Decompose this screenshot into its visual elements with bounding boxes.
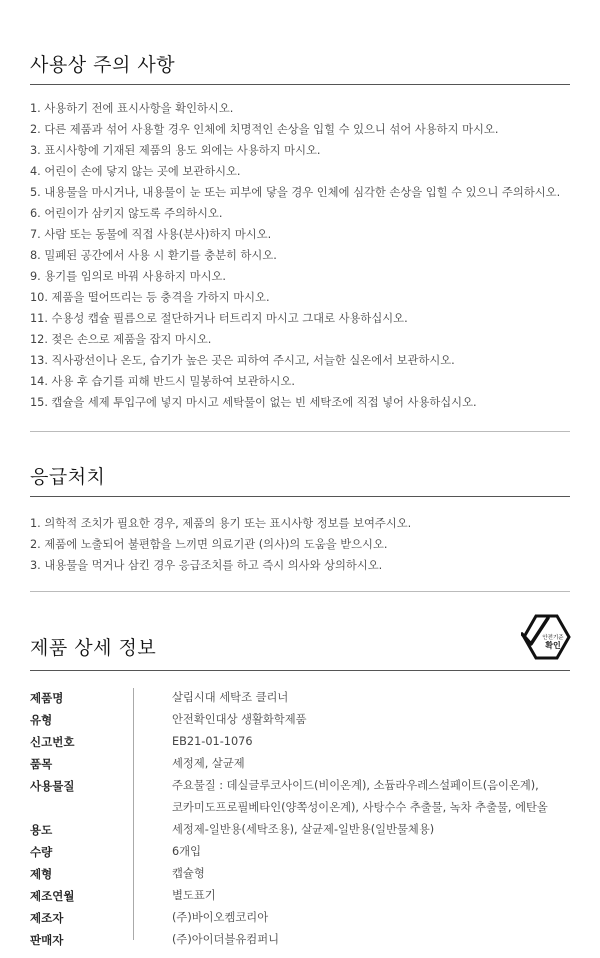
details-row-usage <box>30 819 570 841</box>
emergency-title-divider <box>30 496 570 497</box>
caution-item: 7. 사람 또는 동물에 직접 사용(분사)하지 마시오. <box>30 228 272 241</box>
caution-section-end-divider <box>30 431 570 432</box>
emergency-item: 1. 의학적 조치가 필요한 경우, 제품의 용기 또는 표시사항 정보를 보여주시오. <box>30 517 412 530</box>
details-label: 신고번호 <box>30 735 75 749</box>
caution-item: 5. 내용물을 마시거나, 내용물이 눈 또는 피부에 닿을 경우 인체에 심각한 손상을 입힐 수 있으니 주의하시오. <box>30 186 561 199</box>
details-row-seller <box>30 929 570 951</box>
caution-item: 2. 다른 제품과 섞어 사용할 경우 인체에 치명적인 손상을 입힐 수 있으니 섞어 사용하지 마시오. <box>30 123 499 136</box>
caution-title: 사용상 주의 사항 <box>30 54 176 76</box>
caution-list <box>30 98 560 413</box>
details-value: 주요물질 : 데실글루코사이드(비이온계), 소듐라우레스설페이트(음이온계), 코카미도프로필베타인(양쪽성이온계), 사탕수수 추출물, 녹차 추출물, 에탄올 <box>172 779 548 814</box>
details-label: 사용물질 <box>30 779 75 793</box>
details-row-manufacturer <box>30 907 570 929</box>
emergency-list <box>30 513 411 576</box>
mark-text-line1: 안전기준 <box>542 635 564 641</box>
details-label: 제조연월 <box>30 889 75 903</box>
details-value: EB21-01-1076 <box>172 735 253 748</box>
details-value: 캡슐형 <box>172 867 205 880</box>
details-value: 세정제-일반용(세탁조용), 살균제-일반용(일반물체용) <box>172 823 435 836</box>
details-value: 별도표기 <box>172 889 216 902</box>
details-row-ingredients <box>30 775 570 819</box>
details-row-type <box>30 709 570 731</box>
details-label: 유형 <box>30 713 53 727</box>
details-row-category <box>30 753 570 775</box>
details-row-manufacture-date <box>30 885 570 907</box>
caution-item: 14. 사용 후 습기를 피해 반드시 밀봉하여 보관하시오. <box>30 375 295 388</box>
details-row-product-name <box>30 687 570 709</box>
details-table <box>30 687 570 951</box>
safety-check-mark-icon <box>521 612 571 662</box>
caution-item: 13. 직사광선이나 온도, 습기가 높은 곳은 피하여 주시고, 서늘한 실온에서 보관하시오. <box>30 354 455 367</box>
caution-item: 9. 용기를 임의로 바꿔 사용하지 마시오. <box>30 270 227 283</box>
caution-item: 4. 어린이 손에 닿지 않는 곳에 보관하시오. <box>30 165 241 178</box>
emergency-item: 3. 내용물을 먹거나 삼킨 경우 응급조치를 하고 즉시 의사와 상의하시오. <box>30 559 383 572</box>
caution-item: 11. 수용성 캡슐 필름으로 절단하거나 터트리지 마시고 그대로 사용하십시오. <box>30 312 408 325</box>
details-label: 제조자 <box>30 911 64 925</box>
details-value: 세정제, 살균제 <box>172 757 245 770</box>
details-title: 제품 상세 정보 <box>30 637 157 659</box>
details-value: 6개입 <box>172 845 202 858</box>
details-value: (주)아이더블유컴퍼니 <box>172 933 280 946</box>
caution-item: 3. 표시사항에 기재된 제품의 용도 외에는 사용하지 마시오. <box>30 144 321 157</box>
details-label: 용도 <box>30 823 53 837</box>
safety-check-mark-svg <box>521 612 571 662</box>
caution-item: 10. 제품을 떨어뜨리는 등 충격을 가하지 마시오. <box>30 291 270 304</box>
details-row-quantity <box>30 841 570 863</box>
details-label: 품목 <box>30 757 53 771</box>
details-value: (주)바이오켐코리아 <box>172 911 269 924</box>
mark-text-line2: 확인 <box>545 641 561 650</box>
emergency-item: 2. 제품에 노출되어 불편함을 느끼면 의료기관 (의사)의 도움을 받으시오. <box>30 538 388 551</box>
caution-item: 1. 사용하기 전에 표시사항을 확인하시오. <box>30 102 234 115</box>
details-value: 안전확인대상 생활화학제품 <box>172 713 307 726</box>
caution-item: 8. 밀폐된 공간에서 사용 시 환기를 충분히 하시오. <box>30 249 277 262</box>
caution-item: 6. 어린이가 삼키지 않도록 주의하시오. <box>30 207 223 220</box>
details-label: 제품명 <box>30 691 64 705</box>
caution-item: 15. 캡슐을 세제 투입구에 넣지 마시고 세탁물이 없는 빈 세탁조에 직접 넣어 사용하십시오. <box>30 396 477 409</box>
caution-title-divider <box>30 84 570 85</box>
details-title-divider <box>30 670 570 671</box>
details-value: 살림시대 세탁조 클리너 <box>172 691 289 704</box>
details-label: 판매자 <box>30 933 64 947</box>
emergency-title: 응급처치 <box>30 466 106 488</box>
details-label: 제형 <box>30 867 53 881</box>
emergency-section-end-divider <box>30 591 570 592</box>
details-row-registration-number <box>30 731 570 753</box>
details-row-form <box>30 863 570 885</box>
details-label: 수량 <box>30 845 53 859</box>
caution-item: 12. 젖은 손으로 제품을 잡지 마시오. <box>30 333 212 346</box>
